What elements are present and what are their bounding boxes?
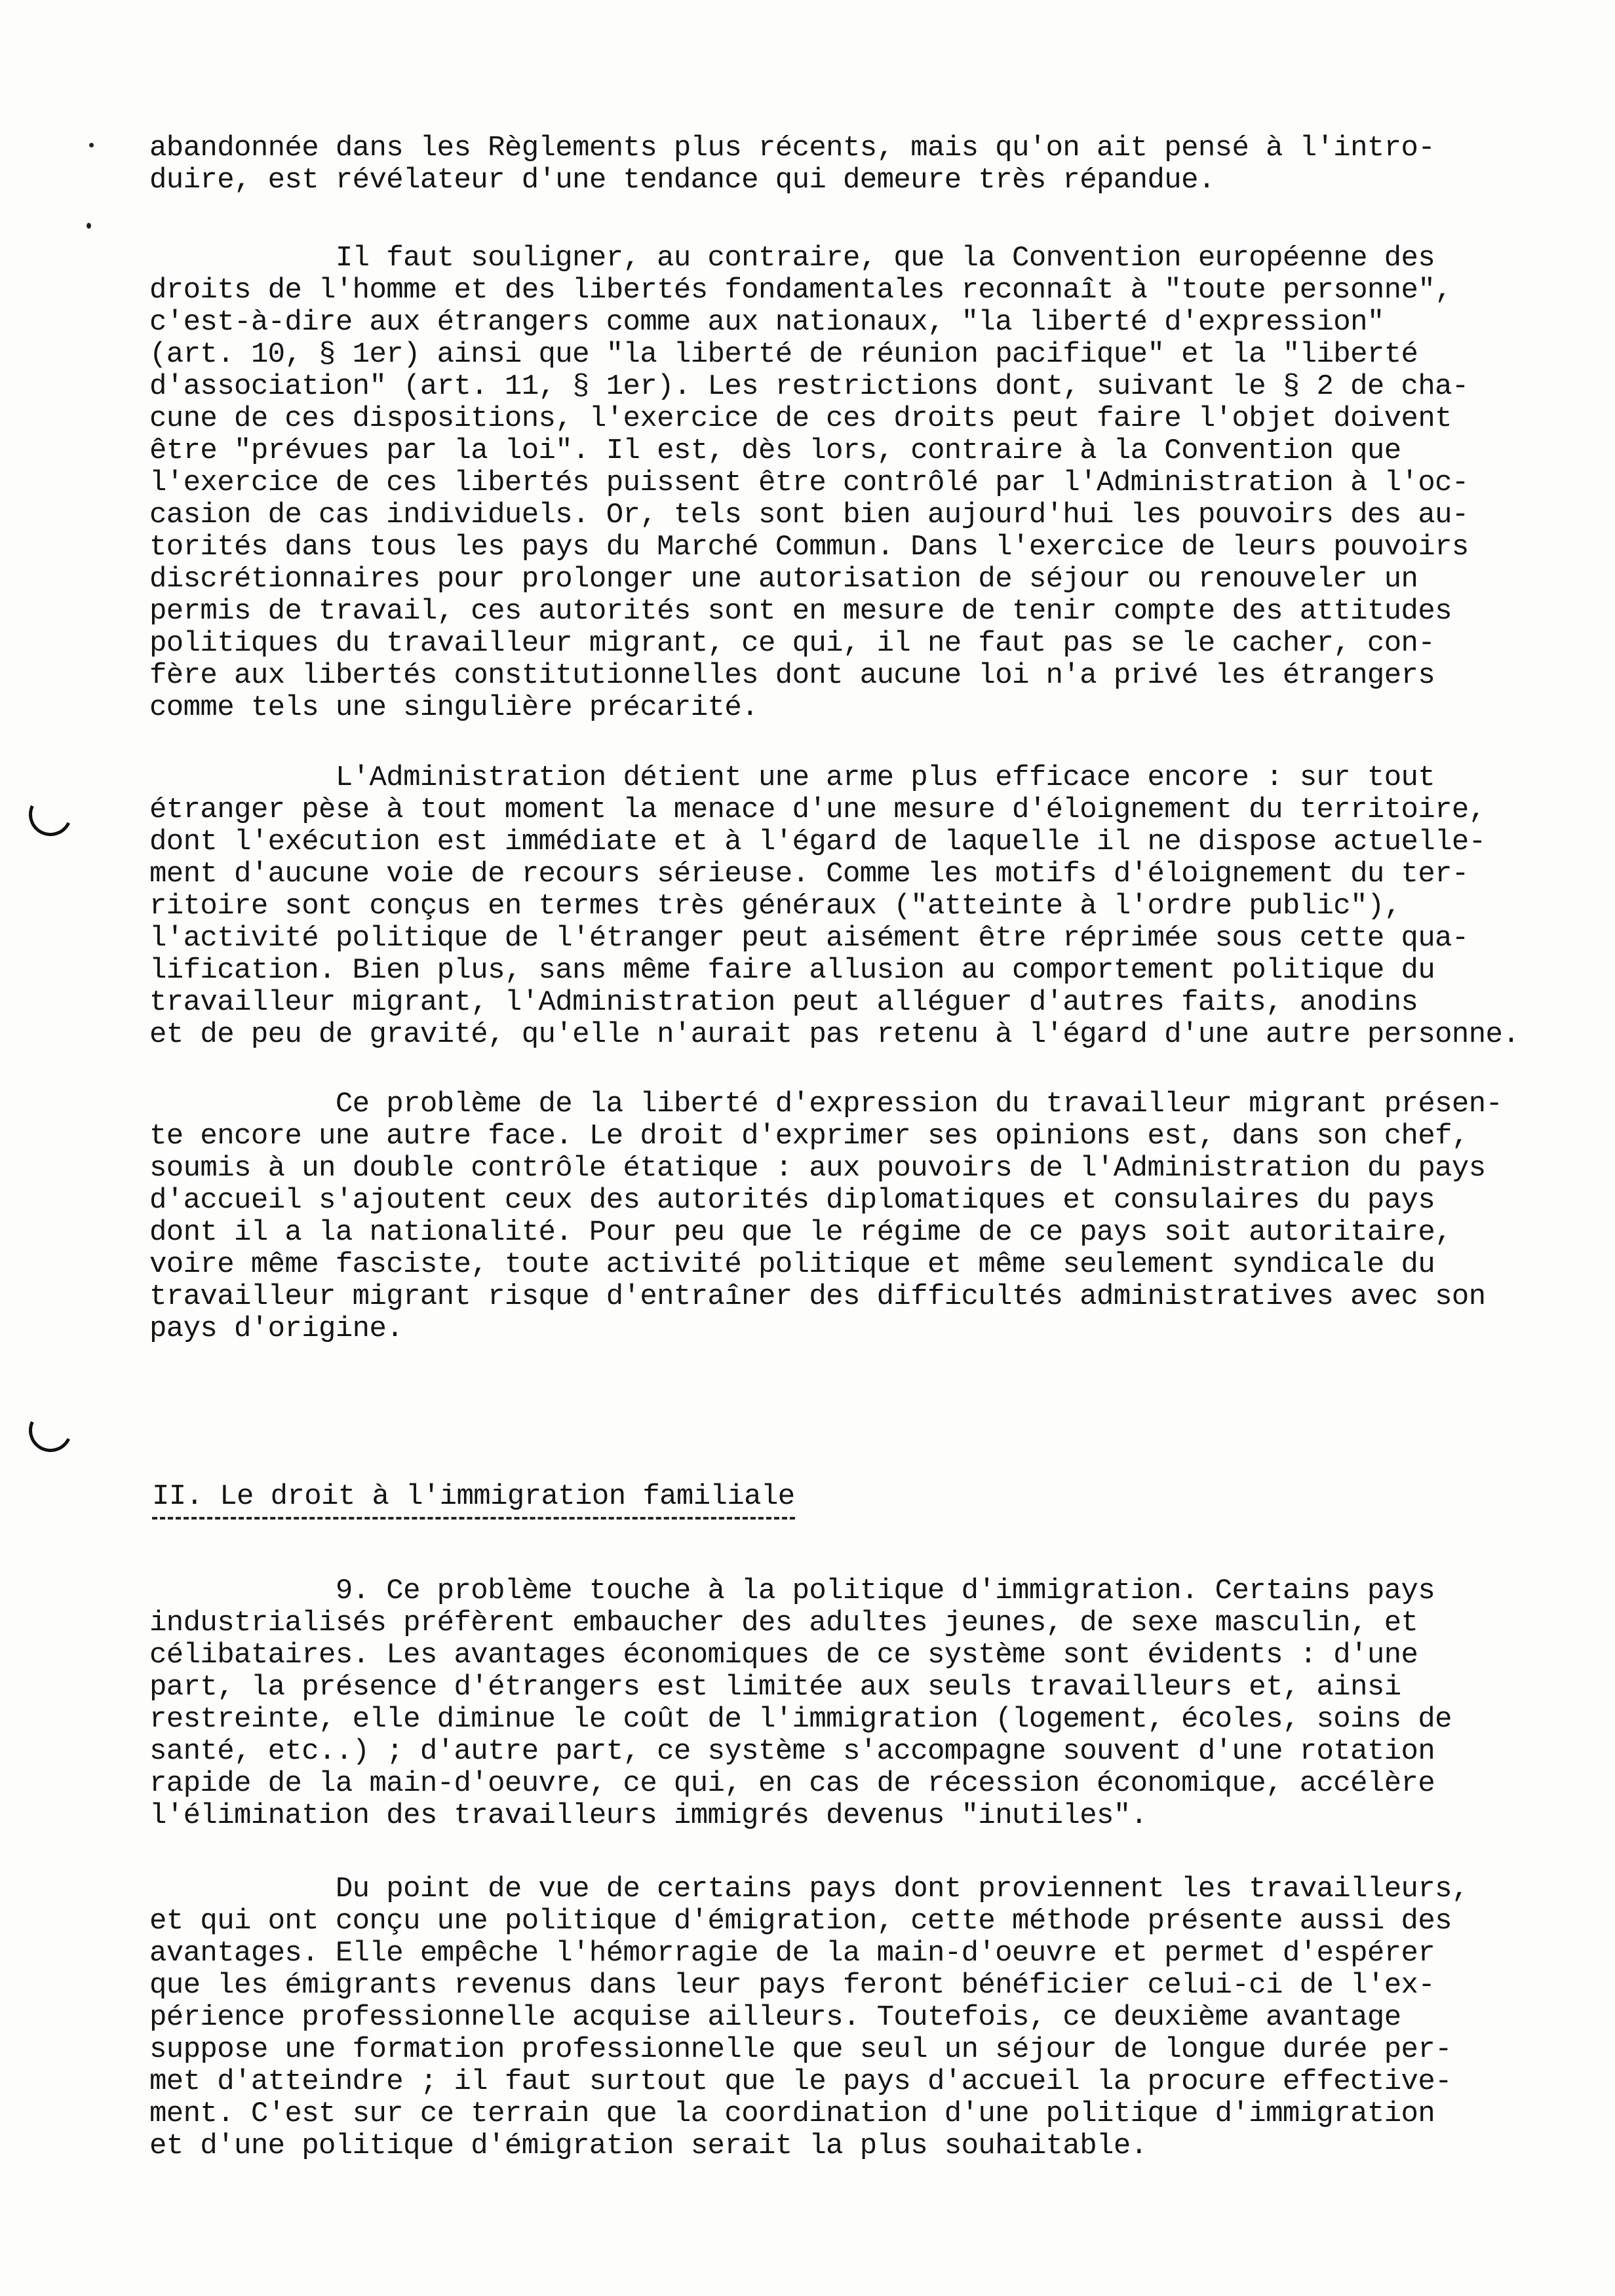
text-line: suppose une formation professionnelle que seul un séjour de longue durée per- [149, 2033, 1452, 2066]
text-line: rapide de la main-d'oeuvre, ce qui, en cas de récession économique, accélère [149, 1767, 1435, 1800]
text-line: et qui ont conçu une politique d'émigration, cette méthode présente aussi des [149, 1905, 1452, 1938]
text-line: d'accueil s'ajoutent ceux des autorités diplomatiques et consulaires du pays [149, 1184, 1435, 1217]
text-line: permis de travail, ces autorités sont en mesure de tenir compte des attitudes [149, 595, 1452, 628]
text-line: être "prévues par la loi". Il est, dès lors, contraire à la Convention que [149, 434, 1401, 467]
text-line: met d'atteindre ; il faut surtout que le pays d'accueil la procure effective- [149, 2065, 1452, 2098]
text-line: ment d'aucune voie de recours sérieuse. Comme les motifs d'éloignement du ter- [149, 858, 1469, 890]
text-line: politiques du travailleur migrant, ce qui, il ne faut pas se le cacher, con- [149, 627, 1435, 660]
text-line: industrialisés préfèrent embaucher des adultes jeunes, de sexe masculin, et [149, 1607, 1418, 1639]
section-heading: II. Le droit à l'immigration familiale [152, 1481, 795, 1520]
text-line: 9. Ce problème touche à la politique d'immigration. Certains pays [149, 1575, 1435, 1607]
text-line: périence professionnelle acquise ailleurs. Toutefois, ce deuxième avantage [149, 2001, 1401, 2034]
text-line: fère aux libertés constitutionnelles dont aucune loi n'a privé les étrangers [149, 659, 1435, 692]
text-line: ment. C'est sur ce terrain que la coordination d'une politique d'immigration [149, 2097, 1435, 2130]
margin-dot-mark [89, 143, 94, 147]
text-line: Du point de vue de certains pays dont proviennent les travailleurs, [149, 1873, 1469, 1905]
paragraph-4 [149, 1088, 1503, 1345]
text-line: comme tels une singulière précarité. [149, 691, 758, 724]
text-line: pays d'origine. [149, 1312, 404, 1345]
paragraph-5 [149, 1575, 1473, 1832]
text-line: l'activité politique de l'étranger peut aisément être réprimée sous cette qua- [149, 922, 1469, 955]
text-line: que les émigrants revenus dans leur pays feront bénéficier celui-ci de l'ex- [149, 1969, 1435, 2002]
text-line: abandonnée dans les Règlements plus récents, mais qu'on ait pensé à l'intro- [149, 132, 1435, 164]
text-line: casion de cas individuels. Or, tels sont bien aujourd'hui les pouvoirs des au- [149, 499, 1469, 531]
text-line: duire, est révélateur d'une tendance qui demeure très répandue. [149, 164, 1215, 197]
text-line: ritoire sont conçus en termes très généraux ("atteinte à l'ordre public"), [149, 890, 1401, 923]
paragraph-3 [149, 761, 1520, 1051]
text-line: torités dans tous les pays du Marché Commun. Dans l'exercice de leurs pouvoirs [149, 531, 1469, 564]
text-line: droits de l'homme et des libertés fondamentales reconnaît à "toute personne", [149, 274, 1452, 307]
paragraph-2 [149, 242, 1473, 724]
text-line: (art. 10, § 1er) ainsi que "la liberté de réunion pacifique" et la "liberté [149, 338, 1418, 371]
text-line: l'exercice de ces libertés puissent être contrôlé par l'Administration à l'oc- [149, 467, 1469, 499]
text-line: te encore une autre face. Le droit d'exprimer ses opinions est, dans son chef, [149, 1120, 1469, 1153]
paragraph-1 [149, 132, 1473, 197]
text-line: Ce problème de la liberté d'expression du travailleur migrant présen- [149, 1088, 1503, 1120]
text-line: santé, etc..) ; d'autre part, ce système s'accompagne souvent d'une rotation [149, 1735, 1435, 1768]
text-line: avantages. Elle empêche l'hémorragie de la main-d'oeuvre et permet d'espérer [149, 1937, 1435, 1970]
text-line: soumis à un double contrôle étatique : aux pouvoirs de l'Administration du pays [149, 1152, 1486, 1185]
text-line: L'Administration détient une arme plus efficace encore : sur tout [149, 761, 1435, 794]
text-line: c'est-à-dire aux étrangers comme aux nationaux, "la liberté d'expression" [149, 306, 1384, 339]
text-line: voire même fasciste, toute activité politique et même seulement syndicale du [149, 1248, 1435, 1281]
text-line: restreinte, elle diminue le coût de l'immigration (logement, écoles, soins de [149, 1703, 1452, 1736]
text-line: étranger pèse à tout moment la menace d'une mesure d'éloignement du territoire, [149, 794, 1486, 826]
text-line: et d'une politique d'émigration serait la plus souhaitable. [149, 2130, 1148, 2162]
text-line: et de peu de gravité, qu'elle n'aurait pas retenu à l'égard d'une autre personne. [149, 1018, 1520, 1051]
text-line: travailleur migrant risque d'entraîner des difficultés administratives avec son [149, 1280, 1486, 1313]
binder-hole-mark [23, 787, 79, 843]
text-line: part, la présence d'étrangers est limitée aux seuls travailleurs et, ainsi [149, 1671, 1401, 1704]
text-line: lification. Bien plus, sans même faire allusion au comportement politique du [149, 954, 1435, 987]
margin-dot-mark [87, 223, 91, 229]
paragraph-6 [149, 1873, 1473, 2162]
text-line: discrétionnaires pour prolonger une autorisation de séjour ou renouveler un [149, 563, 1418, 596]
text-line: cune de ces dispositions, l'exercice de ces droits peut faire l'objet doivent [149, 402, 1452, 435]
text-line: Il faut souligner, au contraire, que la Convention européenne des [149, 242, 1435, 275]
text-line: travailleur migrant, l'Administration peut alléguer d'autres faits, anodins [149, 986, 1418, 1019]
text-line: d'association" (art. 11, § 1er). Les restrictions dont, suivant le § 2 de cha- [149, 370, 1469, 403]
text-line: célibataires. Les avantages économiques de ce système sont évidents : d'une [149, 1639, 1418, 1672]
text-line: dont il a la nationalité. Pour peu que le régime de ce pays soit autoritaire, [149, 1216, 1452, 1249]
text-line: dont l'exécution est immédiate et à l'égard de laquelle il ne dispose actuelle- [149, 826, 1486, 858]
binder-hole-mark [23, 1403, 79, 1459]
text-line: l'élimination des travailleurs immigrés devenus "inutiles". [149, 1799, 1148, 1832]
